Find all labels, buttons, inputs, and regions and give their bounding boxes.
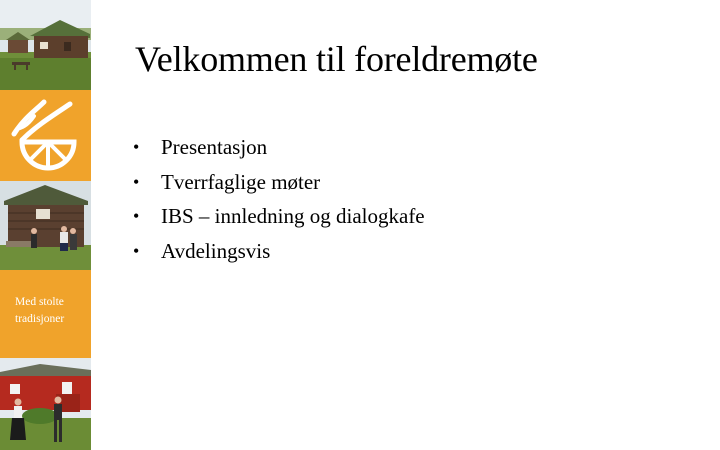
bullet-dot-icon: • (133, 137, 140, 157)
photo-farm-meadow (0, 0, 91, 90)
slide-title: Velkommen til foreldremøte (135, 39, 538, 79)
bullet-item (130, 165, 425, 200)
sidebar (0, 0, 91, 450)
bullet-text: IBS – innledning og dialogkafe (161, 204, 425, 228)
bullet-item (130, 130, 425, 165)
bullet-dot-icon: • (133, 206, 140, 226)
sun-logo (0, 90, 91, 181)
bullet-item (130, 234, 425, 269)
bullet-dot-icon: • (133, 240, 140, 261)
tagline-panel (0, 270, 91, 358)
bullet-text: Tverrfaglige møter (161, 169, 321, 194)
bullet-text: Avdelingsvis (161, 238, 271, 263)
tagline-text: Med stolte tradisjoner (15, 296, 65, 325)
bullet-list (130, 130, 425, 268)
photo-log-cabin-musicians (0, 181, 91, 270)
bullet-dot-icon: • (133, 171, 140, 192)
bullet-text: Presentasjon (161, 135, 268, 159)
photo-red-house-dancers (0, 358, 91, 450)
bullet-item (130, 199, 425, 234)
